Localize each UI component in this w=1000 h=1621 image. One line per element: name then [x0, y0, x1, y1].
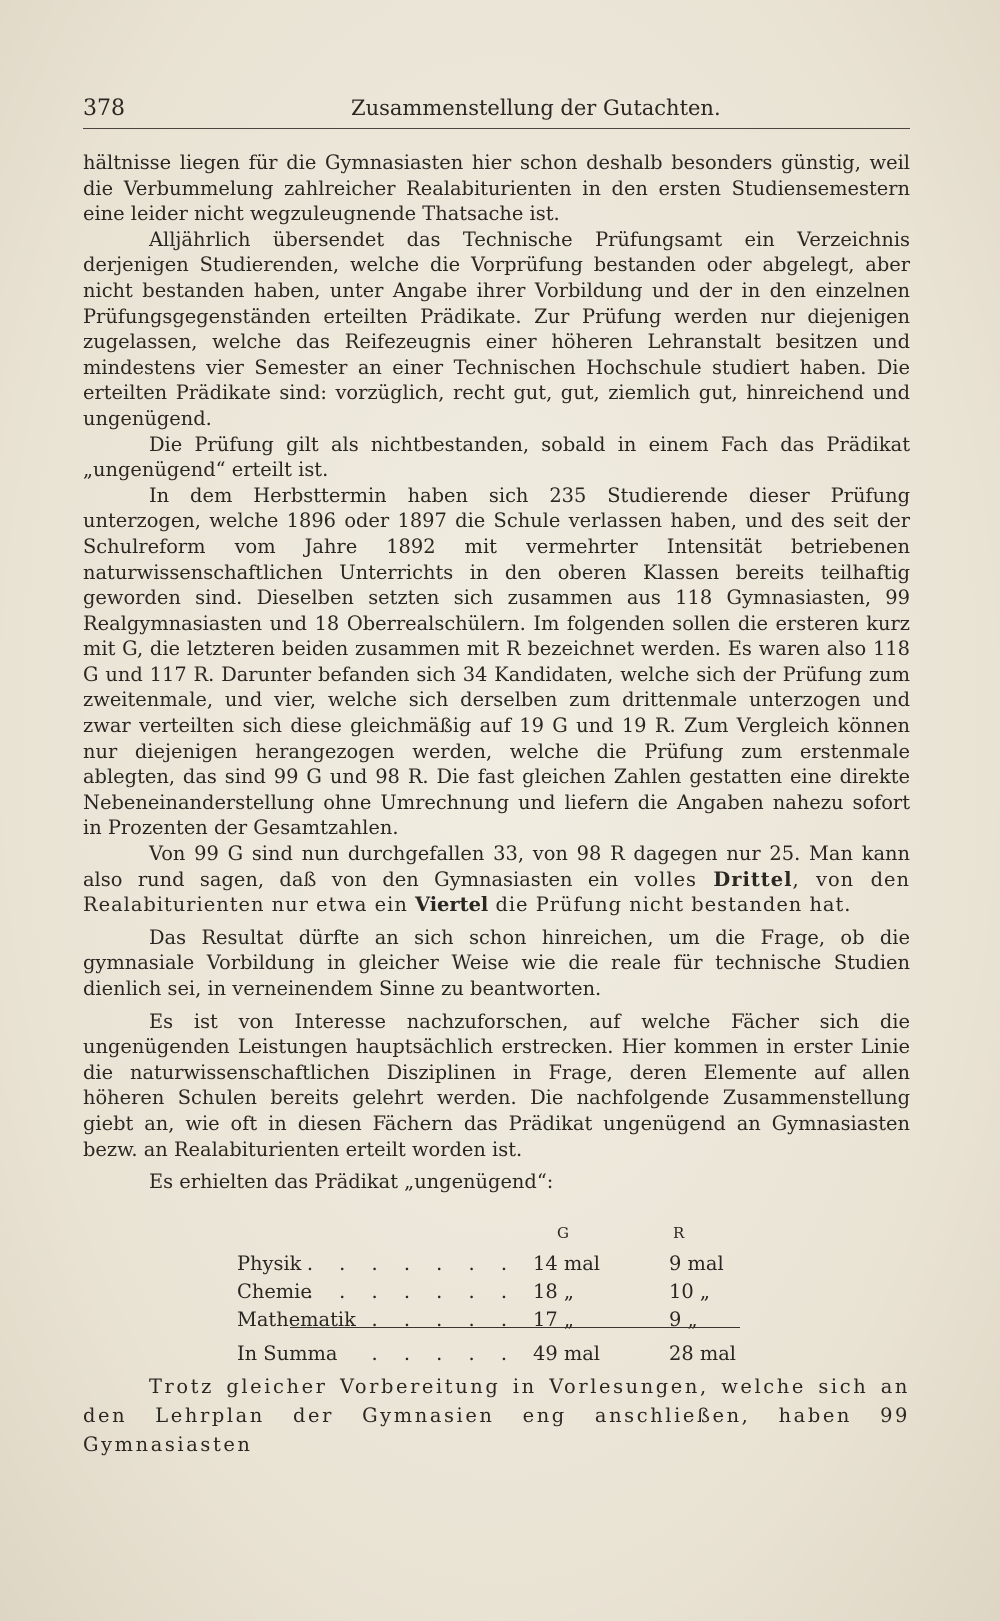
- body-text: [83, 150, 910, 1195]
- emphasis-drittel: Drittel: [713, 867, 793, 891]
- result-text-4: die Prüfung nicht bestanden hat.: [488, 893, 852, 917]
- running-head: Zusammenstellung der Gutachten.: [351, 96, 721, 120]
- table-row-physik: [237, 1252, 757, 1280]
- value-g: 49 mal: [533, 1342, 600, 1365]
- paragraph-resultat: Das Resultat dürfte an sich schon hinreichen, um die Frage, ob die gymnasiale Vorbildung in gleicher Weise wie die reale für technische Studien dienlich sei, in verneinendem Sinne zu beantworten.: [83, 925, 910, 1000]
- page-number: 378: [83, 96, 125, 121]
- value-r: 10 „: [669, 1280, 710, 1303]
- value-r: 28 mal: [669, 1342, 736, 1365]
- row-label: Physik: [237, 1252, 302, 1275]
- final-text: [83, 1372, 910, 1459]
- emphasis-viertel: Viertel: [414, 893, 489, 917]
- row-label: In Summa: [237, 1342, 338, 1365]
- stats-table: [237, 1224, 757, 1370]
- paragraph-trotz: Trotz gleicher Vorbereitung in Vorlesungen, welche sich an den Lehrplan der Gymnasien eng anschließen, haben 99 Gymnasiasten: [83, 1375, 910, 1456]
- value-g: 18 „: [533, 1280, 574, 1303]
- result-text-1: Von 99 G sind nun durchgefallen 33, von 98 R dagegen nur 25. Man kann also rund sagen, daß von den Gymnasiasten ein: [83, 842, 910, 891]
- value-g: 17 „: [533, 1308, 574, 1331]
- paragraph-herbsttermin: In dem Herbsttermin haben sich 235 Studierende dieser Prüfung unterzogen, welche 1896 oder 1897 die Schule verlassen haben, und des seit der Schulreform vom Jahre 1892 mit vermehrter Intensität betriebenen naturwissenschaftlichen Unterrichts in den oberen Klassen bereits teilhaftig geworden sind. Dieselben setzten sich zusammen aus 118 Gymnasiasten, 99 Realgymnasiasten und 18 Oberrealschülern. Im folgenden sollen die ersteren kurz mit G, die letzteren beiden zusammen mit R bezeichnet werden. Es waren also 118 G und 117 R. Darunter befanden sich 34 Kandidaten, welche sich der Prüfung zum zweitenmale, und vier, welche sich derselben zum drittenmale unterzogen und zwar verteilten sich diese gleichmäßig auf 19 G und 19 R. Zum Vergleich können nur diejenigen herangezogen werden, welche die Prüfung zum erstenmale ablegten, das sind 99 G und 98 R. Die fast gleichen Zahlen gestatten eine direkte Nebeneinanderstellung ohne Umrechnung und liefern die Angaben nahezu sofort in Prozenten der Gesamtzahlen.: [83, 483, 910, 840]
- leader-dots: . . . . . . .: [306, 1280, 517, 1303]
- paragraph-nichtbestanden: Die Prüfung gilt als nichtbestanden, sobald in einem Fach das Prädikat „ungenügend“ erteilt ist.: [83, 432, 910, 482]
- leader-dots: . . . . . . .: [306, 1252, 517, 1275]
- leader-dots: . . . . .: [371, 1342, 517, 1365]
- result-text-3: , von den Realabiturienten nur etwa ein: [83, 867, 910, 917]
- leader-dots: . . . . .: [371, 1308, 517, 1331]
- column-header-r: R: [673, 1224, 685, 1242]
- value-r: 9 „: [669, 1308, 698, 1331]
- value-g: 14 mal: [533, 1252, 600, 1275]
- paragraph-continuation: hältnisse liegen für die Gymnasiasten hier schon deshalb besonders günstig, weil die Verbummelung zahlreicher Realabiturienten in den ersten Studiensemestern eine leider nicht wegzuleugnende Thatsache ist.: [83, 151, 910, 226]
- column-header-g: G: [557, 1224, 569, 1242]
- result-text-2: volles: [618, 867, 714, 891]
- table-row-summa: [237, 1342, 757, 1370]
- paragraph-result: [83, 841, 910, 918]
- table-row-chemie: [237, 1280, 757, 1308]
- table-title: Es erhielten das Prädikat „ungenügend“:: [149, 1170, 554, 1194]
- table-header-row: [237, 1224, 757, 1252]
- paragraph-interesse: Es ist von Interesse nachzuforschen, auf welche Fächer sich die ungenügenden Leistungen hauptsächlich erstrecken. Hier kommen in erster Linie die naturwissenschaftlichen Disziplinen in Frage, deren Elemente auf allen höheren Schulen bereits gelehrt werden. Die nachfolgende Zusammenstellung giebt an, wie oft in diesen Fächern das Prädikat ungenügend an Gymnasiasten bezw. an Realabiturienten erteilt worden ist.: [83, 1009, 910, 1161]
- page-header: [83, 92, 910, 129]
- row-label: Mathematik: [237, 1308, 356, 1331]
- sum-rule: [290, 1327, 740, 1328]
- table-row-mathematik: [237, 1308, 757, 1336]
- paragraph-pruefungsamt: Alljährlich übersendet das Technische Prüfungsamt ein Verzeichnis derjenigen Studierenden, welche die Vorprüfung bestanden oder abgelegt, aber nicht bestanden haben, unter Angabe ihrer Vorbildung und der in den einzelnen Prüfungsgegenständen erteilten Prädikate. Zur Prüfung werden nur diejenigen zugelassen, welche das Reifezeugnis einer höheren Lehranstalt besitzen und mindestens vier Semester an einer Technischen Hochschule studiert haben. Die erteilten Prädikate sind: vorzüglich, recht gut, gut, ziemlich gut, hinreichend und ungenügend.: [83, 227, 910, 430]
- value-r: 9 mal: [669, 1252, 724, 1275]
- row-label: Chemie: [237, 1280, 312, 1303]
